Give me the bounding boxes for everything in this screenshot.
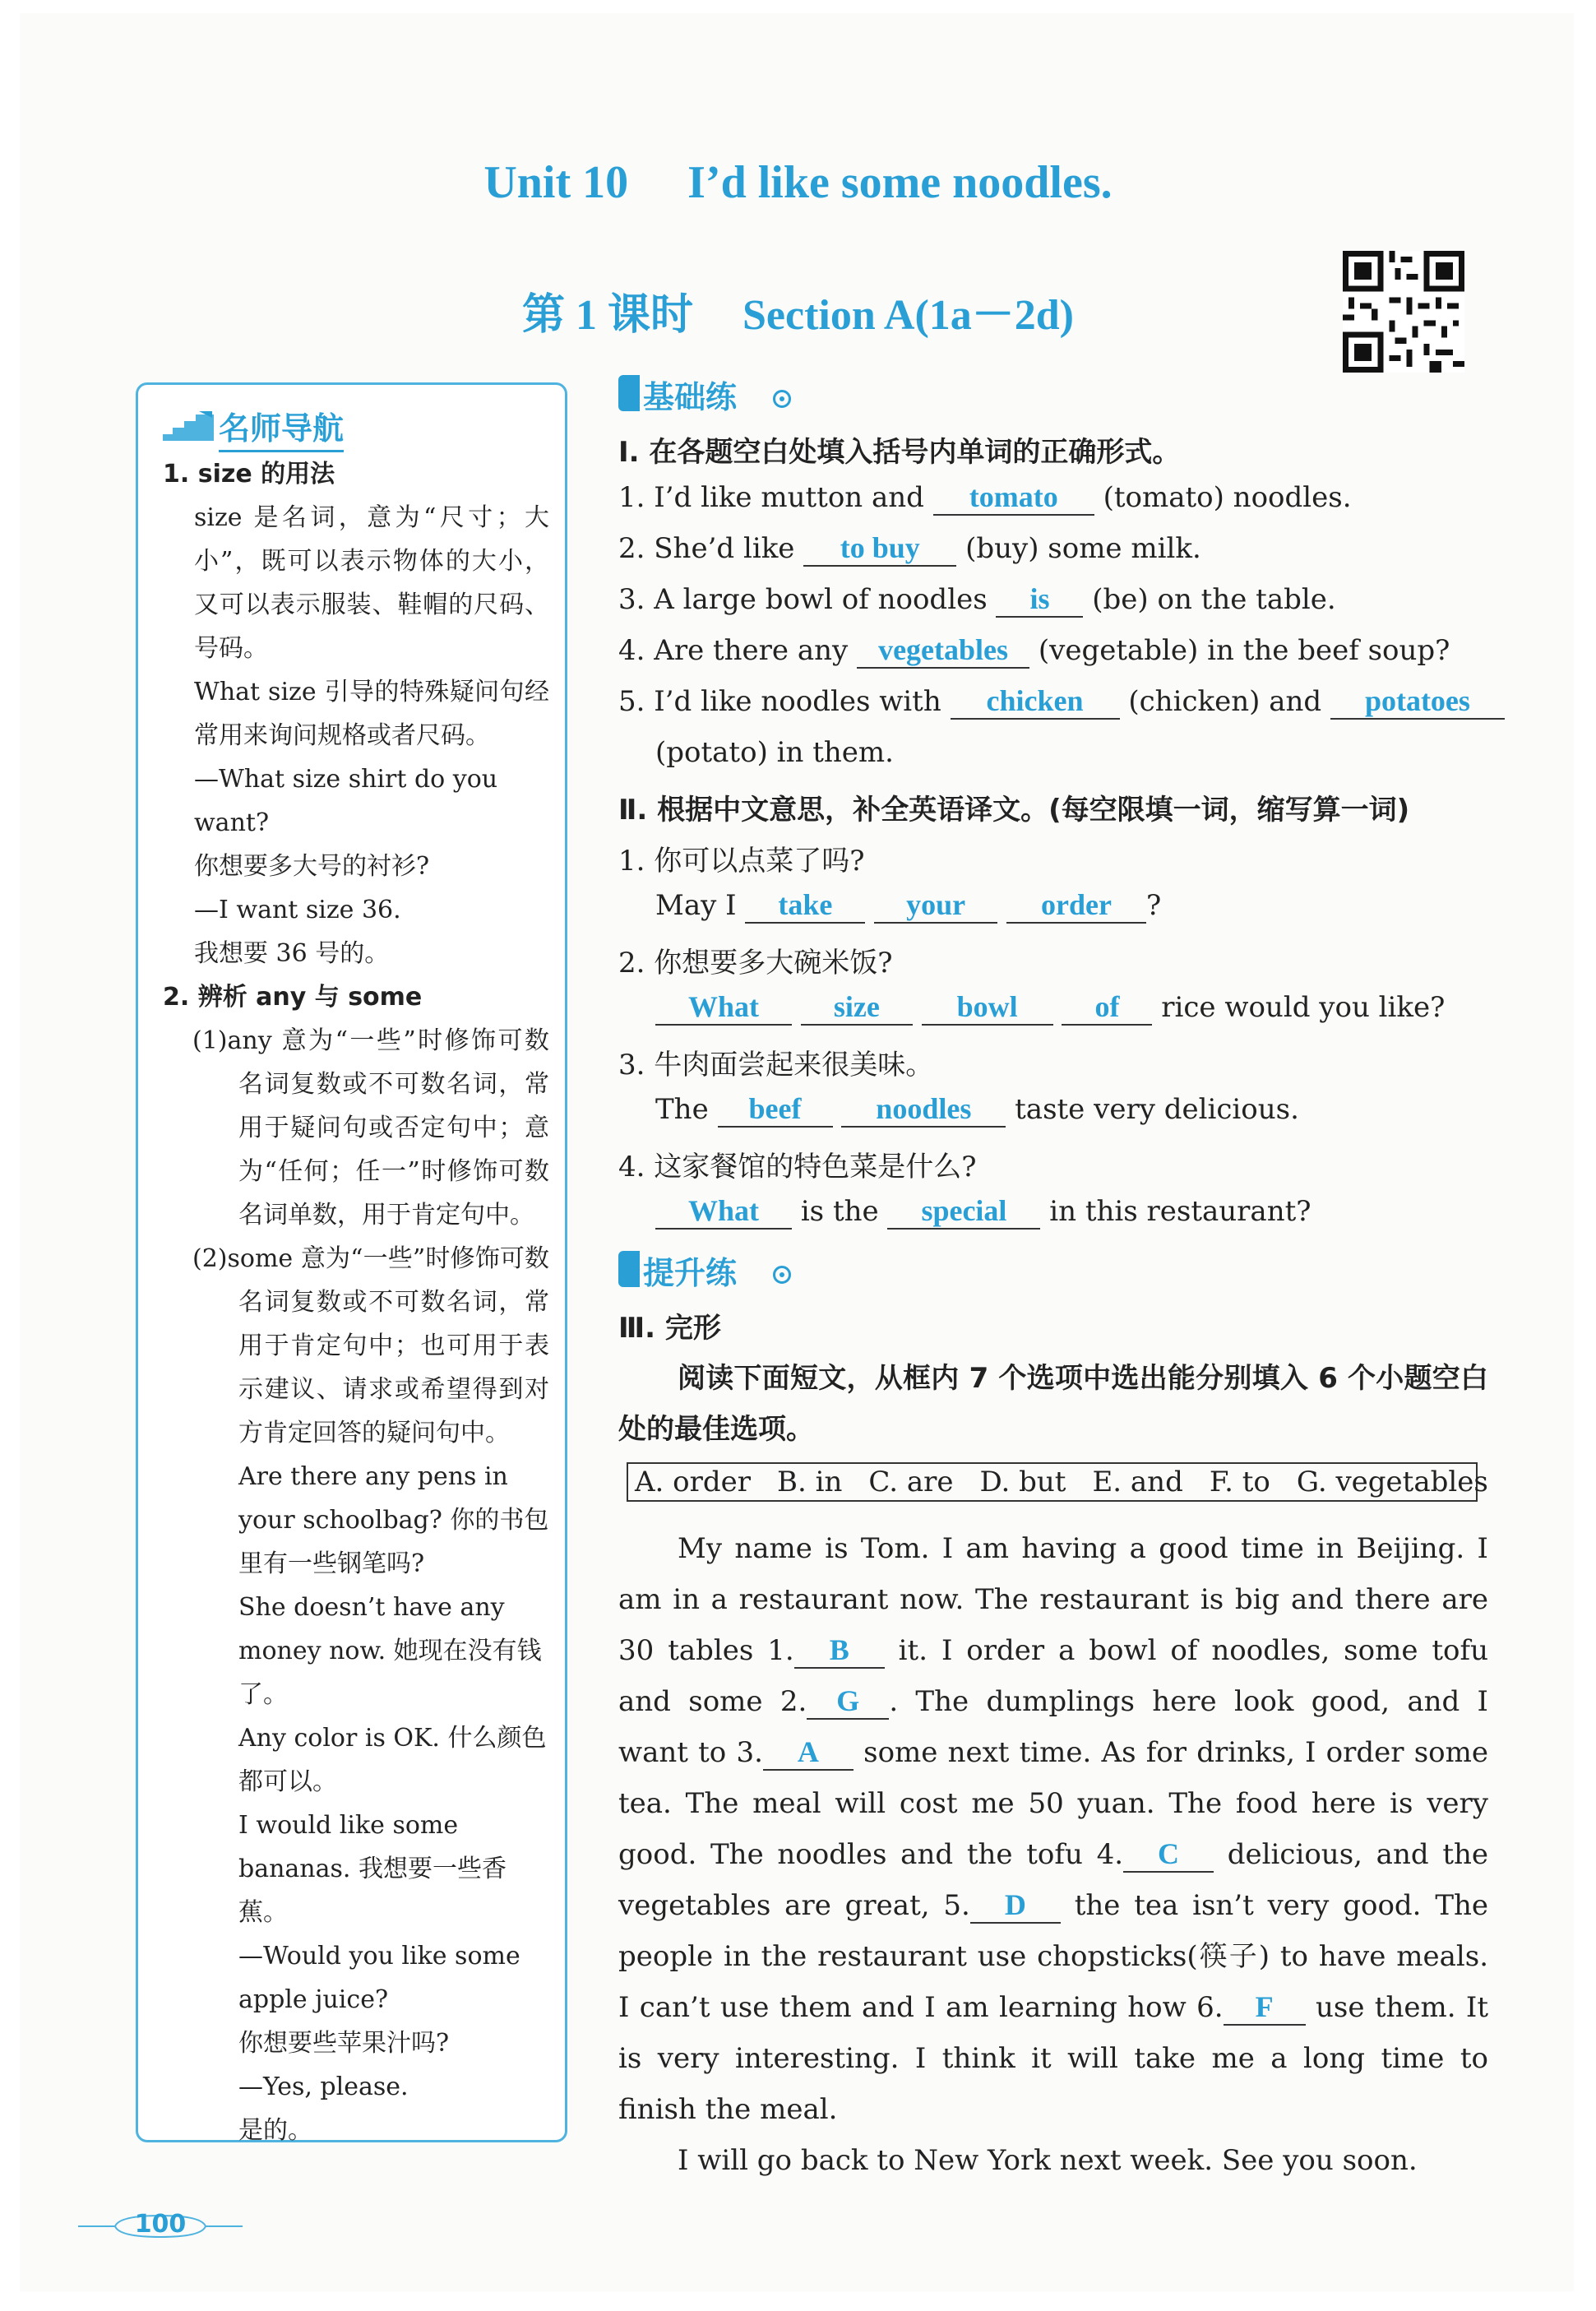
answer-blank[interactable]: take (745, 889, 865, 924)
q-text: (vegetable) in the beef soup? (1038, 634, 1450, 667)
basic-practice-tag (618, 372, 816, 414)
page-number: 100 (134, 2210, 187, 2239)
answer-blank[interactable]: order (1006, 889, 1146, 924)
q-text: I’d like noodles with (654, 685, 941, 718)
answer-blank[interactable]: tomato (933, 481, 1094, 516)
any-rule: (1)any 意为“一些”时修饰可数名词复数或不可数名词，常用于疑问句或否定句中；意为“任何；任一”时修饰可数名词单数，用于肯定句中。 (192, 1026, 549, 1230)
q-text: May I (655, 889, 737, 922)
blank-number: 2. (779, 1685, 807, 1718)
answer-blank[interactable]: beef (718, 1093, 833, 1128)
unit-number: Unit 10 (483, 157, 629, 208)
tag-bar (618, 375, 640, 411)
passage-paragraph-1 (618, 1523, 1488, 2135)
unit-name: I’d like some noodles. (687, 157, 1113, 208)
part1-q4 (618, 634, 1450, 669)
tag-bar (618, 1251, 640, 1287)
answer-blank[interactable]: of (1062, 991, 1152, 1026)
q-number: 3. (618, 583, 645, 616)
section-range: Section A(1a－2d) (742, 292, 1075, 339)
lesson-number: 第 1 课时 (521, 292, 693, 339)
part2-q1-zh: 1. 你可以点菜了吗? (618, 845, 865, 878)
answer-blank[interactable]: vegetables (857, 634, 1029, 669)
answer-blank[interactable]: special (887, 1195, 1040, 1230)
passage-text: My name is Tom. I am having a good time in Beijing. I am in a restaurant now. The restaurant is big and there are 30 tables (618, 1532, 1488, 1667)
any-some-heading: 2. 辨析 any 与 some (163, 983, 423, 1012)
part2-q1 (655, 889, 1161, 924)
size-definition: size 是名词，意为“尺寸；大小”，既可以表示物体的大小，又可以表示服装、鞋帽的尺码、号码。 (194, 503, 549, 663)
unit-title (0, 156, 1596, 209)
cloze-blank-2[interactable]: G (807, 1685, 889, 1720)
passage-text: use them. It is very interesting. I think it will take me a long time to finish the meal. (618, 1991, 1488, 2126)
answer-blank[interactable]: to buy (803, 532, 956, 567)
cloze-blank-1[interactable]: B (794, 1634, 885, 1669)
size-example-answer-zh: 我想要 36 号的。 (194, 939, 390, 968)
passage-text: the tea isn’t very good. The people in the restaurant use chopsticks(筷子) to have meals. I can’t use them and I am learning how (618, 1889, 1489, 2024)
part2-instruction: Ⅱ. 根据中文意思，补全英语译文。(每空限填一词，缩写算一词) (618, 794, 1410, 827)
teacher-guide-panel (136, 382, 567, 2145)
blank-number: 6. (1196, 1991, 1224, 2024)
answer-blank[interactable]: is (996, 583, 1083, 618)
advanced-practice-tag (618, 1248, 816, 1290)
answer-blank[interactable]: noodles (841, 1093, 1006, 1128)
options-box (627, 1462, 1488, 1502)
q-text: A large bowl of noodles (654, 583, 988, 616)
stairs-icon (163, 411, 214, 441)
part2-q3 (655, 1093, 1299, 1128)
part1-q5 (618, 685, 1505, 720)
some-example-1: I would like some bananas. 我想要一些香蕉。 (238, 1811, 507, 1927)
part2-q4-zh: 4. 这家餐馆的特色菜是什么? (618, 1151, 977, 1183)
q-number: 5. (618, 685, 645, 718)
some-rule: (2)some 意为“一些”时修饰可数名词复数或不可数名词，常用于肯定句中；也可用于表示建议、请求或希望得到对方肯定回答的疑问句中。 (192, 1244, 549, 1447)
size-usage-heading: 1. size 的用法 (163, 460, 335, 489)
cloze-blank-4[interactable]: C (1123, 1838, 1214, 1873)
part2-q4 (655, 1195, 1311, 1230)
cloze-blank-3[interactable]: A (763, 1736, 854, 1771)
passage-paragraph-2: I will go back to New York next week. See you soon. (678, 2144, 1418, 2177)
q-text: taste very delicious. (1015, 1093, 1299, 1126)
tag-dot-icon (773, 390, 791, 408)
q-text: The (655, 1093, 709, 1126)
passage-text: delicious, and the vegetables are great, (618, 1838, 1489, 1922)
blank-number: 1. (767, 1634, 794, 1667)
size-example-question: —What size shirt do you want? (194, 765, 498, 837)
size-example-question-zh: 你想要多大号的衬衫? (194, 852, 430, 881)
option-c: C. are (868, 1466, 954, 1498)
part1-instruction: Ⅰ. 在各题空白处填入括号内单词的正确形式。 (618, 436, 1181, 469)
what-size-note: What size 引导的特殊疑问句经常用来询问规格或者尺码。 (194, 678, 549, 750)
part3-title: Ⅲ. 完形 (618, 1312, 721, 1345)
answer-blank[interactable]: bowl (922, 991, 1053, 1026)
answer-blank[interactable]: What (655, 991, 792, 1026)
part3-instruction: 阅读下面短文，从框内 7 个选项中选出能分别填入 6 个小题空白处的最佳选项。 (618, 1362, 1488, 1446)
q-number: 4. (618, 634, 645, 667)
q-number: 2. (618, 532, 645, 565)
cloze-blank-6[interactable]: F (1224, 1991, 1306, 2026)
some-example-2: —Would you like some apple juice? (238, 1942, 520, 2014)
answer-blank[interactable]: your (874, 889, 997, 924)
option-b: B. in (777, 1466, 843, 1498)
q-text: (tomato) noodles. (1103, 481, 1352, 514)
passage-text: . The dumplings here look good, and I want to (618, 1685, 1488, 1769)
part2-q2 (655, 991, 1445, 1026)
q-text: (chicken) and (1128, 685, 1322, 718)
part2-q2-zh: 2. 你想要多大碗米饭? (618, 947, 893, 980)
option-d: D. but (979, 1466, 1066, 1498)
basic-practice-label: 基础练 (643, 379, 738, 415)
part1-q1 (618, 481, 1352, 516)
option-e: E. and (1092, 1466, 1183, 1498)
part1-q2 (618, 532, 1201, 567)
cloze-passage (618, 1523, 1488, 2186)
q-text: I’d like mutton and (654, 481, 924, 514)
blank-number: 3. (736, 1736, 763, 1769)
some-example-3-zh: 是的。 (238, 2116, 312, 2145)
q-text: (be) on the table. (1092, 583, 1336, 616)
some-example-2-zh: 你想要些苹果汁吗? (238, 2029, 450, 2058)
q-text: ? (1145, 889, 1162, 922)
answer-blank[interactable]: What (655, 1195, 792, 1230)
cloze-blank-5[interactable]: D (970, 1889, 1061, 1924)
q-text: is the (800, 1195, 879, 1228)
answer-blank[interactable]: potatoes (1330, 685, 1505, 720)
blank-number: 5. (943, 1889, 970, 1922)
teacher-guide-content (163, 452, 549, 2152)
passage-text: it. I order a bowl of noodles, some tofu and some (618, 1634, 1489, 1718)
option-g: G. vegetables (1296, 1466, 1488, 1498)
q-text: rice would you like? (1161, 991, 1446, 1024)
size-example-answer: —I want size 36. (194, 896, 401, 924)
any-example-3: Any color is OK. 什么颜色都可以。 (238, 1724, 547, 1796)
any-example-1: Are there any pens in your schoolbag? 你的书包里有一些钢笔吗? (238, 1462, 549, 1578)
part1-q3 (618, 583, 1336, 618)
any-example-2: She doesn’t have any money now. 她现在没有钱了。 (238, 1593, 542, 1709)
q-number: 1. (618, 481, 645, 514)
answer-blank[interactable]: size (801, 991, 913, 1026)
answer-blank[interactable]: chicken (951, 685, 1120, 720)
blank-number: 4. (1096, 1838, 1124, 1871)
q-text: in this restaurant? (1049, 1195, 1311, 1228)
q-text: She’d like (654, 532, 795, 565)
q-text: (buy) some milk. (965, 532, 1201, 565)
part2-q3-zh: 3. 牛肉面尝起来很美味。 (618, 1049, 934, 1081)
qr-code-icon[interactable] (1343, 251, 1464, 373)
q-text: Are there any (654, 634, 849, 667)
teacher-guide-title: 名师导航 (219, 403, 344, 452)
advanced-practice-label: 提升练 (643, 1255, 738, 1291)
part1-q5-cont: (potato) in them. (655, 736, 894, 769)
passage-text: some next time. As for drinks, I order some tea. The meal will cost me 50 yuan. The food here is very good. The noodles and the tofu (618, 1736, 1489, 1871)
option-a: A. order (635, 1466, 752, 1498)
option-f: F. to (1209, 1466, 1270, 1498)
tag-dot-icon (773, 1266, 791, 1284)
some-example-3: —Yes, please. (238, 2072, 409, 2101)
